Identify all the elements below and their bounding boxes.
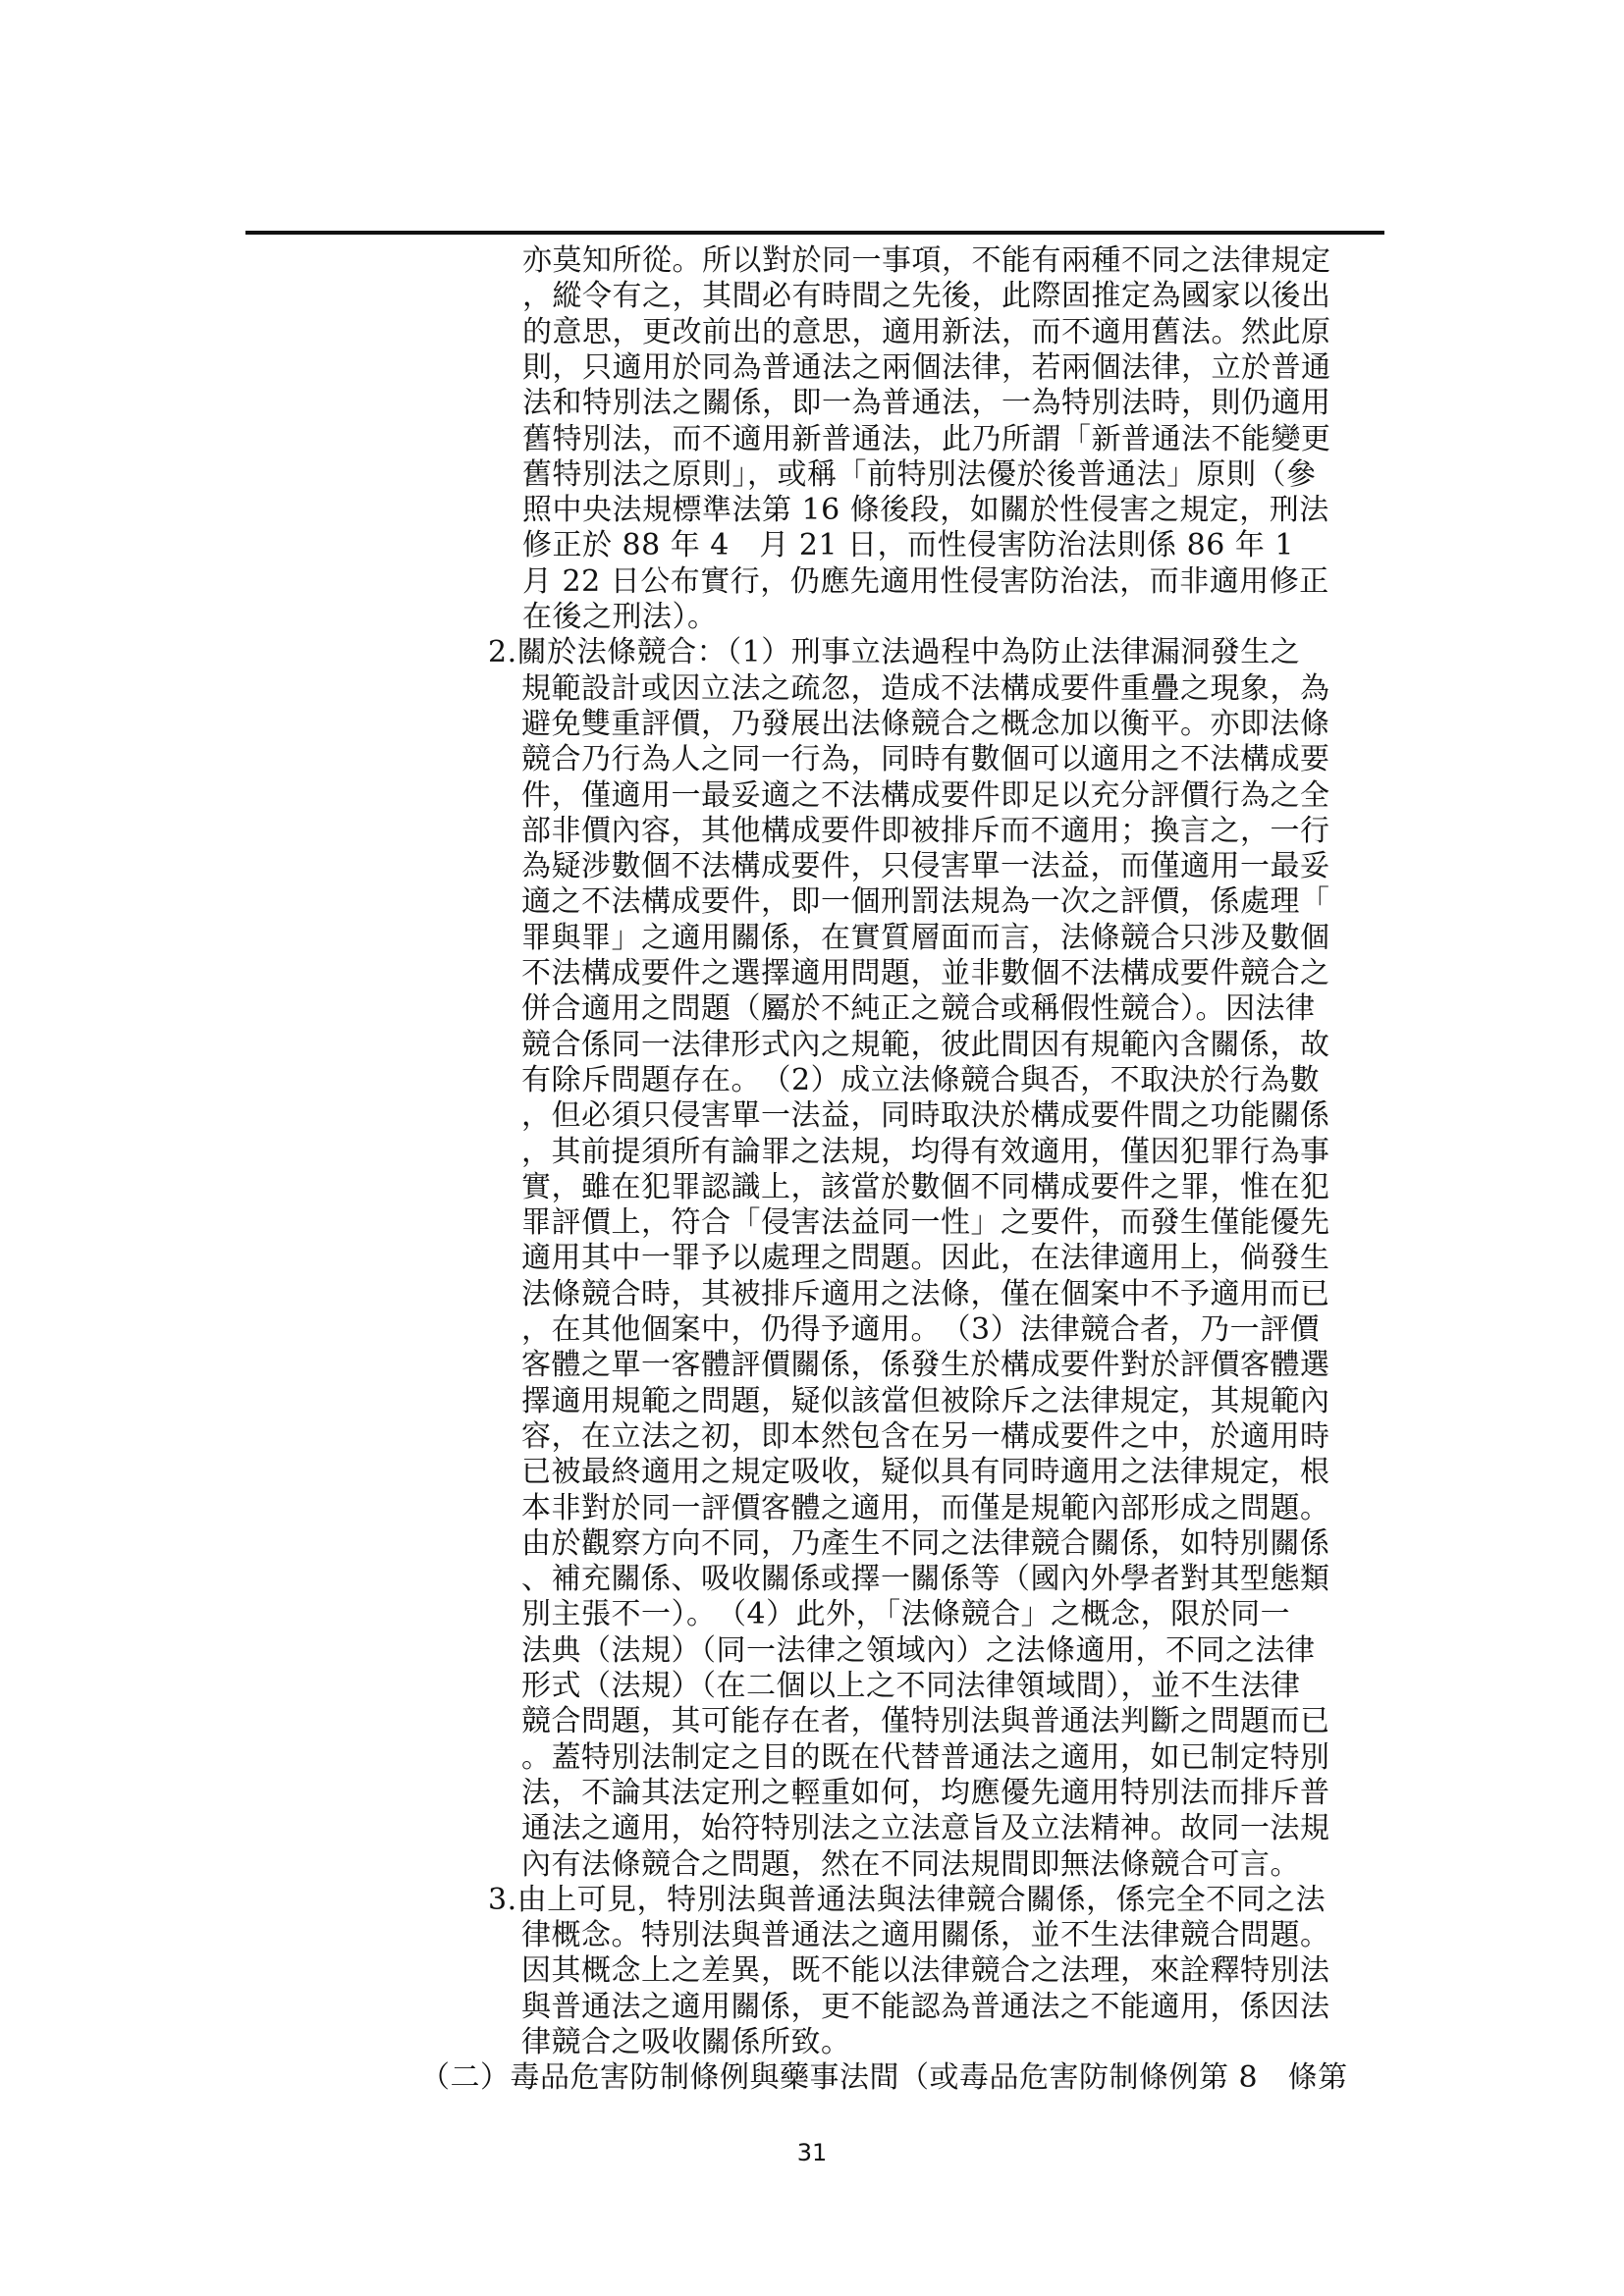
paragraph-line: 法和特別法之關係，即一為普通法，一為特別法時，則仍適用 xyxy=(522,386,1331,421)
paragraph-line: 亦莫知所從。所以對於同一事項，不能有兩種不同之法律規定 xyxy=(522,243,1331,278)
paragraph-line: 。蓋特別法制定之目的既在代替普通法之適用，如已制定特別 xyxy=(521,1739,1330,1775)
paragraph-line: 併合適用之問題（屬於不純正之競合或稱假性競合）。因法律 xyxy=(521,991,1316,1027)
paragraph-line: 容，在立法之初，即本然包含在另一構成要件之中，於適用時 xyxy=(521,1418,1330,1454)
paragraph-line: 通法之適用，始符特別法之立法意旨及立法精神。故同一法規 xyxy=(521,1811,1330,1846)
paragraph-line: 適用其中一罪予以處理之問題。因此，在法律適用上，倘發生 xyxy=(521,1241,1330,1276)
paragraph-line: 法，不論其法定刑之輕重如何，均應優先適用特別法而排斥普 xyxy=(521,1775,1330,1810)
paragraph-line: 法典（法規）（同一法律之領域內）之法條適用，不同之法律 xyxy=(521,1632,1316,1668)
paragraph-line: 舊特別法，而不適用新普通法，此乃所謂「新普通法不能變更 xyxy=(522,421,1331,456)
paragraph-line: 競合係同一法律形式內之規範，彼此間因有規範內含關係，故 xyxy=(521,1027,1330,1062)
paragraph-line: 部非價內容，其他構成要件即被排斥而不適用；換言之，一行 xyxy=(521,813,1330,848)
paragraph-line: 律概念。特別法與普通法之適用關係，並不生法律競合問題。 xyxy=(521,1918,1330,1953)
paragraph-line: ，其前提須所有論罪之法規，均得有效適用，僅因犯罪行為事 xyxy=(521,1134,1330,1169)
paragraph-line: 有除斥問題存在。 （2）成立法條競合與否，不取決於行為數 xyxy=(521,1062,1321,1097)
paragraph-line: 在後之刑法）。 xyxy=(522,600,718,634)
paragraph-line: 內有法條競合之問題，然在不同法規間即無法條競合可言。 xyxy=(521,1846,1300,1882)
paragraph-line: 修正於 88 年 4 月 21 日，而性侵害防治法則係 86 年 1 xyxy=(522,528,1294,563)
paragraph-line: 客體之單一客體評價關係，係發生於構成要件對於評價客體選 xyxy=(521,1348,1330,1383)
paragraph-line: 、補充關係、吸收關係或擇一關係等（國內外學者對其型態類 xyxy=(521,1562,1330,1597)
paragraph-line: 罪與罪」之適用關係，在實質層面而言，法條競合只涉及數個 xyxy=(521,920,1330,955)
paragraph-line: 競合乃行為人之同一行為，同時有數個可以適用之不法構成要 xyxy=(521,742,1330,777)
section-heading: （二）毒品危害防制條例與藥事法間（或毒品危害防制條例第 8 條第 xyxy=(420,2060,1348,2096)
paragraph-line: 法條競合時，其被排斥適用之法條，僅在個案中不予適用而已 xyxy=(521,1276,1330,1311)
paragraph-line: 實，雖在犯罪認識上，該當於數個不同構成要件之罪，惟在犯 xyxy=(521,1169,1330,1204)
paragraph-line: 形式（法規）（在二個以上之不同法律領域間），並不生法律 xyxy=(521,1669,1301,1703)
paragraph-line: 本非對於同一評價客體之適用，而僅是規範內部形成之問題。 xyxy=(521,1490,1330,1525)
list-item-line: 2.關於法條競合：（1）刑事立法過程中為防止法律漏洞發生之 xyxy=(488,635,1301,670)
page-number: 31 xyxy=(796,2139,828,2166)
paragraph-line: 不法構成要件之選擇適用問題，並非數個不法構成要件競合之 xyxy=(521,956,1330,990)
paragraph-line: ，在其他個案中，仍得予適用。 （3）法律競合者，乃一評價 xyxy=(521,1312,1321,1347)
paragraph-line: 已被最終適用之規定吸收，疑似具有同時適用之法律規定，根 xyxy=(521,1455,1330,1490)
list-item-line: 3.由上可見，特別法與普通法與法律競合關係，係完全不同之法 xyxy=(488,1882,1326,1917)
paragraph-line: 擇適用規範之問題，疑似該當但被除斥之法律規定，其規範內 xyxy=(521,1383,1330,1418)
paragraph-line: 的意思，更改前出的意思，適用新法，而不適用舊法。然此原 xyxy=(522,314,1331,349)
paragraph-line: 則，只適用於同為普通法之兩個法律，若兩個法律，立於普通 xyxy=(522,349,1331,385)
paragraph-line: 規範設計或因立法之疏忽，造成不法構成要件重疊之現象，為 xyxy=(521,670,1330,706)
paragraph-line: 由於觀察方向不同，乃產生不同之法律競合關係，如特別關係 xyxy=(521,1525,1330,1561)
paragraph-line: 別主張不一）。 （4）此外，「法條競合」之概念，限於同一 xyxy=(521,1597,1291,1632)
paragraph-line: 件，僅適用一最妥適之不法構成要件即足以充分評價行為之全 xyxy=(521,777,1330,813)
paragraph-line: 月 22 日公布實行，仍應先適用性侵害防治法，而非適用修正 xyxy=(522,563,1329,599)
header-rule xyxy=(245,231,1384,235)
paragraph-line: 為疑涉數個不法構成要件，只侵害單一法益，而僅適用一最妥 xyxy=(521,849,1330,884)
paragraph-line: ，但必須只侵害單一法益，同時取決於構成要件間之功能關係 xyxy=(521,1098,1330,1134)
paragraph-line: 因其概念上之差異，既不能以法律競合之法理，來詮釋特別法 xyxy=(521,1953,1330,1989)
paragraph-line: 與普通法之適用關係，更不能認為普通法之不能適用，係因法 xyxy=(521,1989,1330,2024)
paragraph-line: 照中央法規標準法第 16 條後段，如關於性侵害之規定，刑法 xyxy=(522,493,1329,528)
paragraph-line: 律競合之吸收關係所致。 xyxy=(521,2025,851,2059)
paragraph-line: 舊特別法之原則」，或稱「前特別法優於後普通法」原則（參 xyxy=(522,456,1317,492)
paragraph-line: 罪評價上，符合「侵害法益同一性」之要件，而發生僅能優先 xyxy=(521,1205,1330,1241)
paragraph-line: 避免雙重評價，乃發展出法條競合之概念加以衡平。亦即法條 xyxy=(521,706,1330,741)
paragraph-line: 競合問題，其可能存在者，僅特別法與普通法判斷之問題而已 xyxy=(521,1704,1330,1739)
paragraph-line: 適之不法構成要件，即一個刑罰法規為一次之評價，係處理「 xyxy=(521,884,1330,920)
paragraph-line: ，縱令有之，其間必有時間之先後，此際固推定為國家以後出 xyxy=(522,279,1331,314)
